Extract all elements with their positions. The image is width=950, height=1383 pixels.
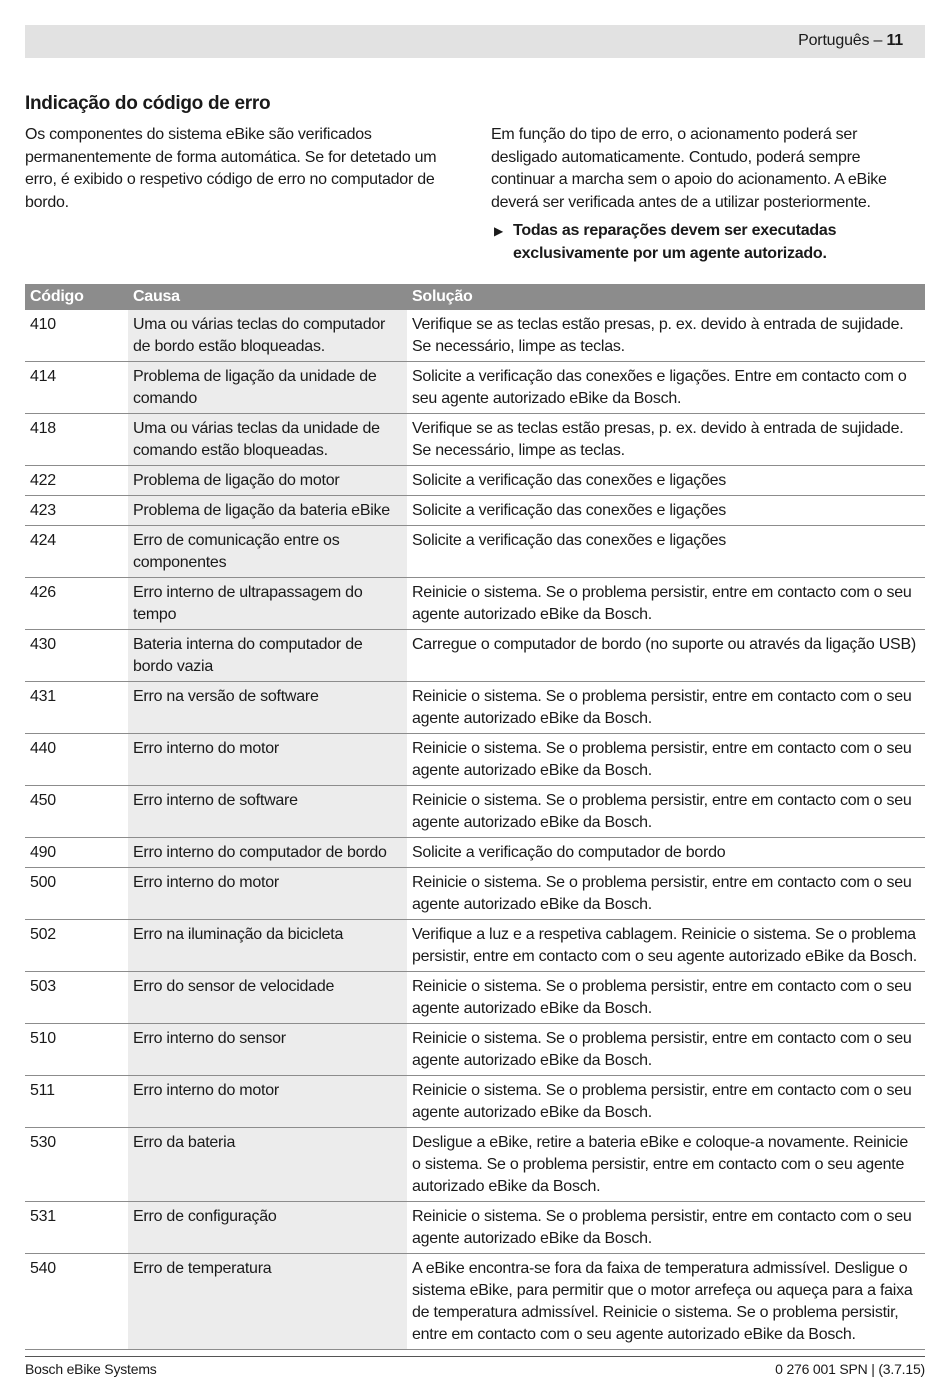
error-solution: Solicite a verificação das conexões e ligações: [407, 466, 925, 496]
error-solution: Desligue a eBike, retire a bateria eBike e coloque-a novamente. Reinicie o sistema. Se o problema persistir, entre em contacto com o seu agente autorizado eBike da Bosch.: [407, 1128, 925, 1202]
error-solution: Carregue o computador de bordo (no suporte ou através da ligação USB): [407, 630, 925, 682]
error-cause: Problema de ligação da unidade de comando: [128, 362, 407, 414]
error-solution: Verifique a luz e a respetiva cablagem. Reinicie o sistema. Se o problema persistir, entre em contacto com o seu agente autorizado eBike da Bosch.: [407, 920, 925, 972]
error-cause: Erro interno do motor: [128, 1076, 407, 1128]
error-solution: Solicite a verificação do computador de bordo: [407, 838, 925, 868]
error-cause: Erro do sensor de velocidade: [128, 972, 407, 1024]
intro-paragraph: Os componentes do sistema eBike são verificados permanentemente de forma automática. Se for detetado um erro, é exibido o respetivo código de erro no computador de bordo.: [25, 126, 437, 211]
error-cause: Erro da bateria: [128, 1128, 407, 1202]
error-code: 530: [25, 1128, 128, 1202]
table-row: [25, 972, 925, 1024]
header-language: Português: [798, 32, 870, 49]
table-row: [25, 1076, 925, 1128]
table-row: [25, 578, 925, 630]
error-solution: Reinicie o sistema. Se o problema persistir, entre em contacto com o seu agente autorizado eBike da Bosch.: [407, 1076, 925, 1128]
column-header-cause: Causa: [128, 284, 407, 310]
page-header: [798, 32, 903, 50]
error-cause: Erro interno do motor: [128, 868, 407, 920]
table-row: [25, 526, 925, 578]
header-separator: –: [869, 32, 887, 49]
error-solution: A eBike encontra-se fora da faixa de temperatura admissível. Desligue o sistema eBike, para permitir que o motor arrefeça ou aqueça para a faixa de temperatura admissível. Reinicie o sistema. Se o problema persistir, entre em contacto com o seu agente autorizado eBike da Bosch.: [407, 1254, 925, 1350]
table-row: [25, 920, 925, 972]
error-solution: Reinicie o sistema. Se o problema persistir, entre em contacto com o seu agente autorizado eBike da Bosch.: [407, 1202, 925, 1254]
error-code: 410: [25, 310, 128, 362]
table-row: [25, 310, 925, 362]
error-solution: Reinicie o sistema. Se o problema persistir, entre em contacto com o seu agente autorizado eBike da Bosch.: [407, 1024, 925, 1076]
error-cause: Erro de configuração: [128, 1202, 407, 1254]
error-code: 422: [25, 466, 128, 496]
error-solution: Solicite a verificação das conexões e ligações: [407, 526, 925, 578]
error-code: 511: [25, 1076, 128, 1128]
shutdown-paragraph: Em função do tipo de erro, o acionamento poderá ser desligado automaticamente. Contudo, poderá sempre continuar a marcha sem o apoio do acionamento. A eBike deverá ser verificada antes de a utilizar posteriormente.: [491, 126, 887, 211]
error-code-table: [25, 284, 925, 1350]
column-header-code: Código: [25, 284, 128, 310]
error-code: 531: [25, 1202, 128, 1254]
error-cause: Uma ou várias teclas da unidade de comando estão bloqueadas.: [128, 414, 407, 466]
error-cause: Problema de ligação da bateria eBike: [128, 496, 407, 526]
error-code: 510: [25, 1024, 128, 1076]
intro-right-column: [491, 124, 925, 265]
error-cause: Erro interno do sensor: [128, 1024, 407, 1076]
error-code: 430: [25, 630, 128, 682]
error-code: 440: [25, 734, 128, 786]
table-row: [25, 786, 925, 838]
triangle-right-icon: ▶: [494, 224, 503, 238]
error-cause: Erro na iluminação da bicicleta: [128, 920, 407, 972]
error-code: 540: [25, 1254, 128, 1350]
error-solution: Solicite a verificação das conexões e ligações. Entre em contacto com o seu agente autorizado eBike da Bosch.: [407, 362, 925, 414]
footer-brand: Bosch eBike Systems: [25, 1361, 157, 1377]
error-cause: Problema de ligação do motor: [128, 466, 407, 496]
page-header-bar: [25, 25, 925, 58]
error-code: 426: [25, 578, 128, 630]
error-cause: Bateria interna do computador de bordo vazia: [128, 630, 407, 682]
error-solution: Reinicie o sistema. Se o problema persistir, entre em contacto com o seu agente autorizado eBike da Bosch.: [407, 786, 925, 838]
error-code: 418: [25, 414, 128, 466]
section-title: Indicação do código de erro: [25, 93, 271, 114]
error-code: 423: [25, 496, 128, 526]
error-solution: Verifique se as teclas estão presas, p. ex. devido à entrada de sujidade. Se necessário, limpe as teclas.: [407, 310, 925, 362]
error-code: 490: [25, 838, 128, 868]
error-code: 502: [25, 920, 128, 972]
error-cause: Erro na versão de software: [128, 682, 407, 734]
repair-warning-text: Todas as reparações devem ser executadas exclusivamente por um agente autorizado.: [513, 222, 837, 262]
error-cause: Erro interno do motor: [128, 734, 407, 786]
table-row: [25, 1202, 925, 1254]
repair-warning: [491, 220, 925, 265]
footer-doc-number: 0 276 001 SPN | (3.7.15): [775, 1361, 925, 1377]
error-solution: Reinicie o sistema. Se o problema persistir, entre em contacto com o seu agente autorizado eBike da Bosch.: [407, 682, 925, 734]
table-row: [25, 868, 925, 920]
table-row: [25, 838, 925, 868]
error-solution: Reinicie o sistema. Se o problema persistir, entre em contacto com o seu agente autorizado eBike da Bosch.: [407, 868, 925, 920]
table-row: [25, 362, 925, 414]
error-code: 424: [25, 526, 128, 578]
error-code: 500: [25, 868, 128, 920]
table-row: [25, 414, 925, 466]
error-solution: Reinicie o sistema. Se o problema persistir, entre em contacto com o seu agente autorizado eBike da Bosch.: [407, 972, 925, 1024]
error-cause: Erro de temperatura: [128, 1254, 407, 1350]
error-cause: Erro interno de software: [128, 786, 407, 838]
error-code: 414: [25, 362, 128, 414]
table-header-row: [25, 284, 925, 310]
table-row: [25, 1254, 925, 1350]
table-row: [25, 682, 925, 734]
table-row: [25, 630, 925, 682]
error-cause: Erro interno de ultrapassagem do tempo: [128, 578, 407, 630]
error-cause: Uma ou várias teclas do computador de bordo estão bloqueadas.: [128, 310, 407, 362]
error-cause: Erro de comunicação entre os componentes: [128, 526, 407, 578]
error-code: 450: [25, 786, 128, 838]
error-code: 431: [25, 682, 128, 734]
table-row: [25, 734, 925, 786]
column-header-solution: Solução: [407, 284, 925, 310]
intro-left-column: [25, 124, 445, 214]
error-cause: Erro interno do computador de bordo: [128, 838, 407, 868]
table-row: [25, 466, 925, 496]
error-solution: Reinicie o sistema. Se o problema persistir, entre em contacto com o seu agente autorizado eBike da Bosch.: [407, 734, 925, 786]
table-row: [25, 496, 925, 526]
table-row: [25, 1128, 925, 1202]
table-row: [25, 1024, 925, 1076]
page-number: 11: [886, 32, 903, 49]
error-solution: Verifique se as teclas estão presas, p. ex. devido à entrada de sujidade. Se necessário, limpe as teclas.: [407, 414, 925, 466]
error-solution: Solicite a verificação das conexões e ligações: [407, 496, 925, 526]
error-solution: Reinicie o sistema. Se o problema persistir, entre em contacto com o seu agente autorizado eBike da Bosch.: [407, 578, 925, 630]
error-code: 503: [25, 972, 128, 1024]
footer-divider: [25, 1356, 925, 1357]
